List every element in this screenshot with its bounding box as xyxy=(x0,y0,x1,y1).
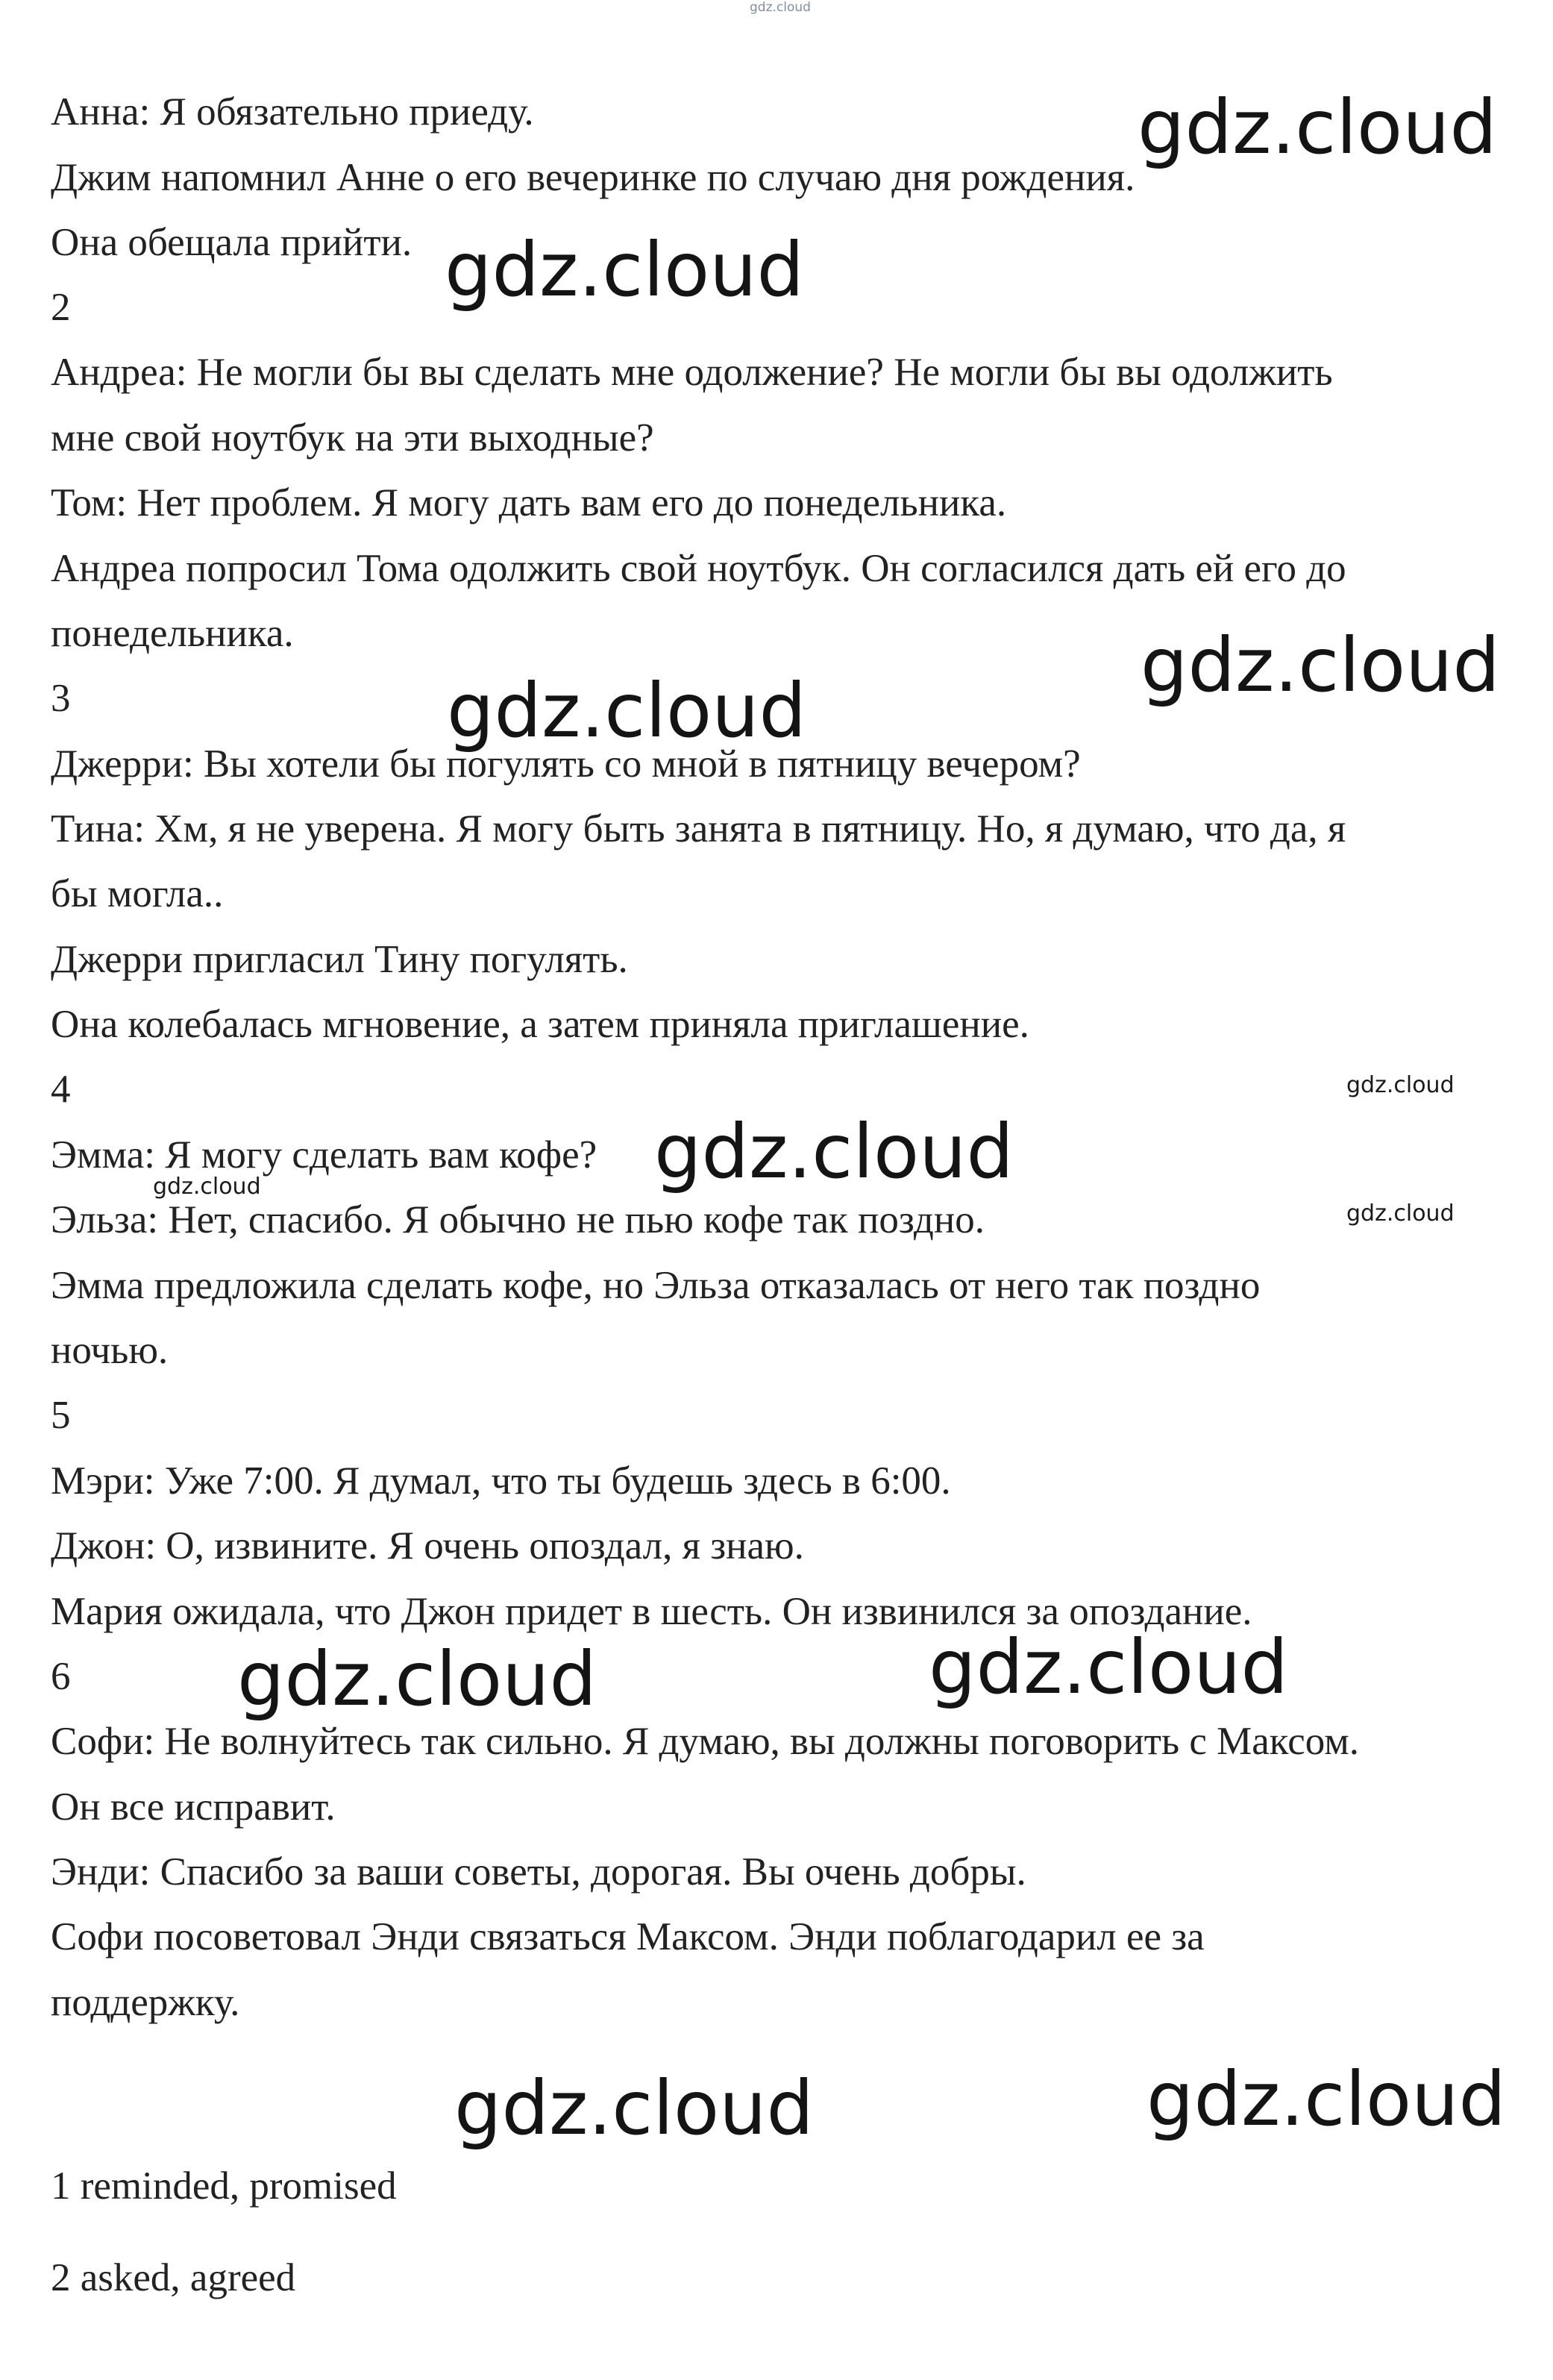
text-line: Андреа: Не могли бы вы сделать мне одолжение? Не могли бы вы одолжить xyxy=(51,351,1333,394)
watermark: gdz.cloud xyxy=(445,226,805,313)
text-line: Мария ожидала, что Джон придет в шесть. Он извинился за опоздание. xyxy=(51,1590,1252,1633)
text-line: Эльза: Нет, спасибо. Я обычно не пью кофе так поздно. xyxy=(51,1198,985,1241)
text-line: Он все исправит. xyxy=(51,1785,336,1829)
section-number: 3 xyxy=(51,677,71,720)
section-number: 5 xyxy=(51,1394,71,1437)
watermark: gdz.cloud xyxy=(447,667,807,754)
text-line: Джон: О, извините. Я очень опоздал, я знаю. xyxy=(51,1524,804,1568)
section-number: 2 xyxy=(51,286,71,329)
watermark: gdz.cloud xyxy=(654,1108,1014,1195)
watermark-small: gdz.cloud xyxy=(1346,1200,1455,1227)
watermark: gdz.cloud xyxy=(237,1635,597,1723)
text-line: Она колебалась мгновение, а затем приняла приглашение. xyxy=(51,1003,1029,1046)
watermark-small: gdz.cloud xyxy=(153,1174,261,1200)
text-line: Софи: Не волнуйтесь так сильно. Я думаю, вы должны поговорить с Максом. xyxy=(51,1720,1360,1763)
section-number: 4 xyxy=(51,1068,71,1111)
watermark: gdz.cloud xyxy=(1146,2055,1507,2143)
text-line: мне свой ноутбук на эти выходные? xyxy=(51,416,654,460)
text-line: Андреа попросил Тома одолжить свой ноутбук. Он согласился дать ей его до xyxy=(51,547,1346,590)
section-number: 6 xyxy=(51,1655,71,1698)
text-line: Анна: Я обязательно приеду. xyxy=(51,90,534,134)
text-line: Джим напомнил Анне о его вечеринке по случаю дня рождения. xyxy=(51,156,1135,199)
text-line: Джерри пригласил Тину погулять. xyxy=(51,938,628,981)
watermark: gdz.cloud xyxy=(1141,621,1501,709)
text-line: ночью. xyxy=(51,1329,169,1372)
watermark: gdz.cloud xyxy=(1138,84,1498,171)
text-line: Тина: Хм, я не уверена. Я могу быть занята в пятницу. Но, я думаю, что да, я xyxy=(51,807,1346,851)
watermark-top: gdz.cloud xyxy=(750,0,811,15)
text-line: понедельника. xyxy=(51,612,294,655)
text-line: поддержку. xyxy=(51,1981,240,2024)
watermark: gdz.cloud xyxy=(454,2064,815,2152)
text-line: Джерри: Вы хотели бы погулять со мной в пятницу вечером? xyxy=(51,742,1081,786)
watermark-small: gdz.cloud xyxy=(1346,1072,1455,1098)
text-line: Мэри: Уже 7:00. Я думал, что ты будешь здесь в 6:00. xyxy=(51,1459,951,1503)
answer-line: 2 asked, agreed xyxy=(51,2256,296,2299)
text-line: Эмма: Я могу сделать вам кофе? xyxy=(51,1133,597,1177)
watermark: gdz.cloud xyxy=(929,1623,1289,1711)
text-line: бы могла.. xyxy=(51,872,224,915)
answer-line: 1 reminded, promised xyxy=(51,2164,397,2208)
text-line: Том: Нет проблем. Я могу дать вам его до понедельника. xyxy=(51,481,1007,524)
text-line: Энди: Спасибо за ваши советы, дорогая. Вы очень добры. xyxy=(51,1850,1026,1894)
text-line: Она обещала прийти. xyxy=(51,221,412,264)
text-line: Эмма предложила сделать кофе, но Эльза отказалась от него так поздно xyxy=(51,1264,1261,1307)
text-line: Софи посоветовал Энди связаться Максом. Энди поблагодарил ее за xyxy=(51,1915,1205,1958)
